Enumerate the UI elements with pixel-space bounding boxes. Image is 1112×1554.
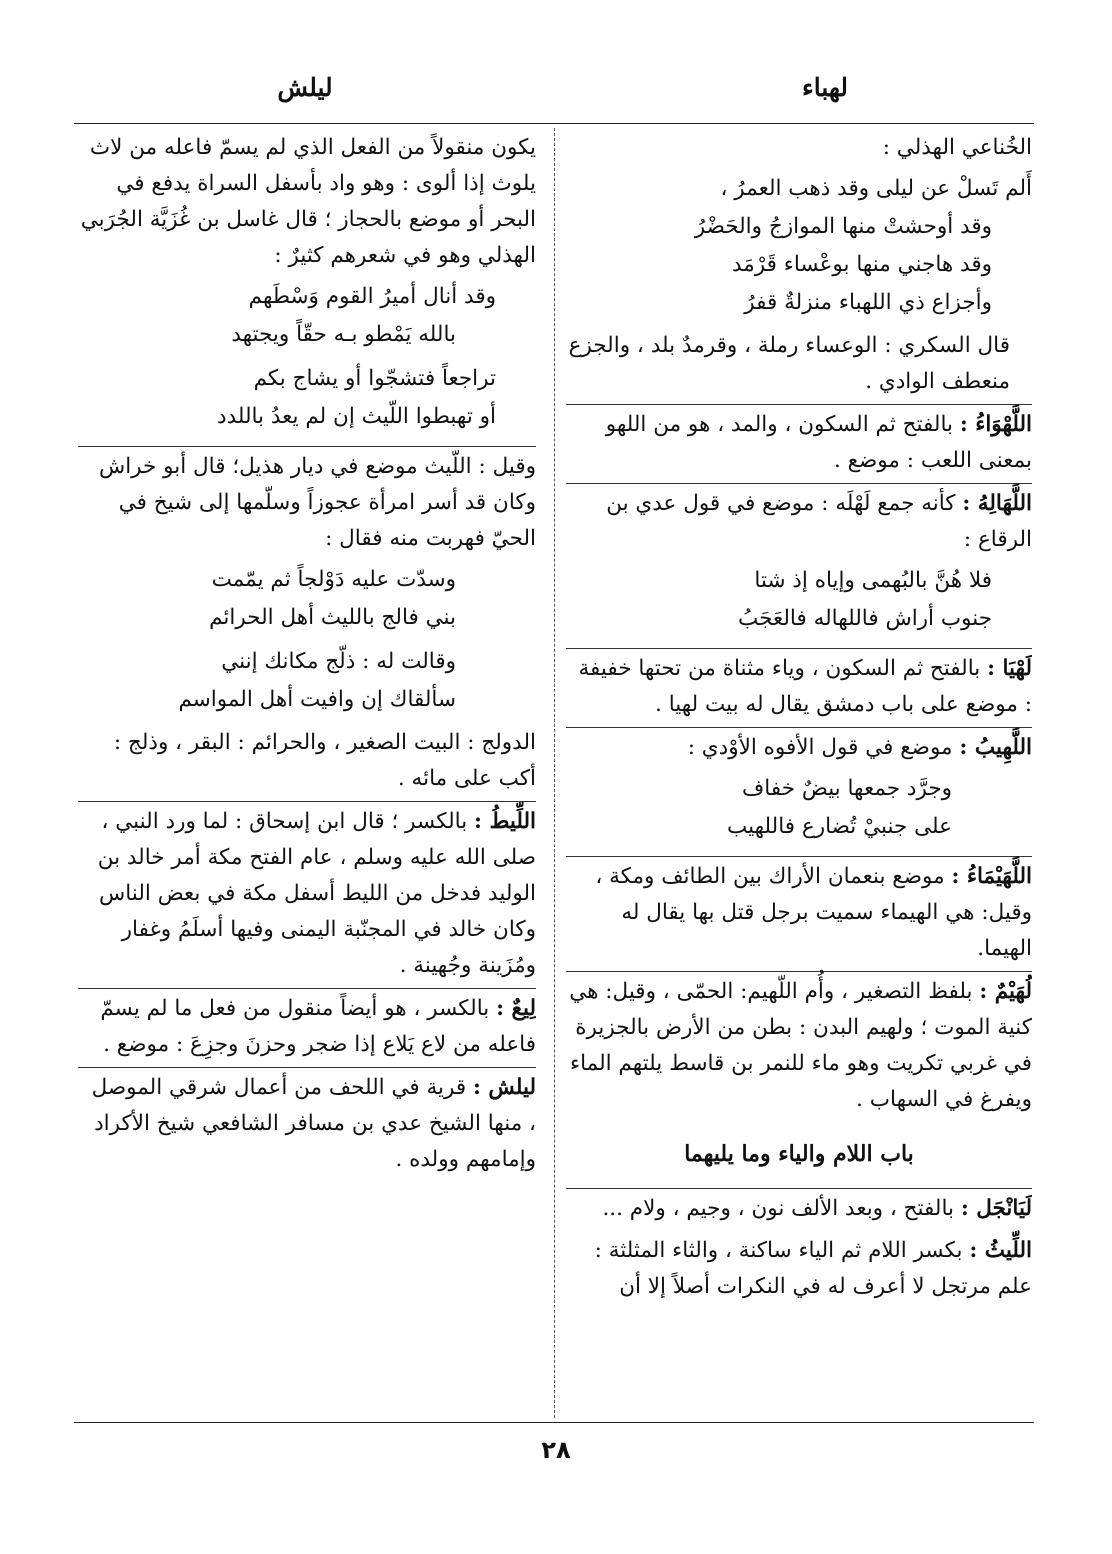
entry-term: اللَّهْوَاءُ : [959,412,1032,437]
page-number: ٢٨ [541,1436,571,1464]
entry-term: لُهَيْمٌ : [979,979,1032,1004]
verse-block [78,278,536,354]
entry-term: لَهْيَا : [987,656,1032,681]
verse-block [78,643,536,719]
entry-layanjal [566,1189,1032,1231]
entry-text: وقيل : اللّيث موضع في ديار هذيل؛ قال أبو خراش وكان قد أسر امرأة عجوزاً وسلّمها إلى شيخ في الحيّ فهربت منه فقال : [98,454,536,551]
bottom-rule [74,1422,1034,1423]
verse-line: تراجعاً فتشجّوا أو يشاج بكم [253,366,496,391]
entry-allahayma [566,857,1032,972]
entry-allayth-abu-khirash [78,446,536,802]
column-divider [554,128,555,1418]
entry-text: قرية في اللحف من أعمال شرقي الموصل ، منها الشيخ عدي بن مسافر الشافعي شيخ الأكراد وإمامهم وولده . [91,1075,536,1172]
entry-text: موضع بنعمان الأراك بين الطائف ومكة ، وقيل: هي الهيماء سميت برجل قتل بها يقال له الهيما. [595,864,1032,961]
verse-line: وأجزاع ذي اللهباء منزلةٌ قفرُ [744,290,992,315]
running-header-right: لهباء [801,73,849,102]
entry-text: بلفظ التصغير ، وأُم اللّهيم: الحمّى ، وقيل: هي كنية الموت ؛ ولهيم البدن : بطن من الأرض بالجزيرة في غربي تكريت وهو ماء للنمر بن قاسط يلتهم الماء ويفرغ في السهاب . [569,979,1032,1112]
section-title: باب اللام والياء وما يليهما [566,1122,1032,1189]
verse-line: أو تهبطوا اللّيث إن لم يعدُ باللدد [216,404,496,429]
verse-line: بالله يَمْطو بـه حقّاً ويجتهد [231,322,456,347]
entry-term: ليلش : [473,1075,536,1100]
verse-line: على جنبيْ تُضارع فاللهيب [727,814,952,839]
entry-continuation [566,128,1032,405]
entry-term: لِيعٌ : [496,996,536,1021]
entry-term: اللَّهَيْمَاءُ : [951,864,1032,889]
verse-block [566,562,1032,638]
entry-allahwa [566,405,1032,484]
verse-line: وقد أنال أميرُ القوم وَسْطَهم [248,284,496,309]
entry-text: يكون منقولاً من الفعل الذي لم يسمّ فاعله من لاث يلوث إذا ألوى : وهو واد بأسفل السراة يدفع في البحر أو موضع بالحجاز ؛ قال غاسل بن غُزَيَّة الجُرَبي الهذلي وهو في شعرهم كثيرٌ : [80,135,536,268]
right-column [566,128,1032,1418]
entry-text: موضع في قول الأفوه الأوْدي : [687,735,953,760]
left-column [78,128,536,1418]
verse-line: وقد أوحشتْ منها الموازجُ والحَضْرُ [694,214,992,239]
entry-note: قال السكري : الوعساء رملة ، وقرمدٌ بلد ، والجزع منعطف الوادي . [568,333,1010,394]
entry-lahya [566,649,1032,728]
entry-allahib [566,728,1032,857]
entry-text: بكسر اللام ثم الياء ساكنة ، والثاء المثلثة : علم مرتجل لا أعرف له في النكرات أصلاً إلا أن [594,1238,1032,1299]
entry-term: اللِّيثُ : [969,1238,1032,1263]
entry-allayth [566,1231,1032,1309]
top-rule [74,123,1034,124]
entry-text: بالفتح ثم السكون ، والمد ، هو من اللهو بمعنى اللعب : موضع . [605,412,1032,473]
verse-block [566,770,1032,846]
verse-line: وقالت له : ذلّج مكانك إنني [221,649,456,674]
entry-text: بالفتح ، وبعد الألف نون ، وجيم ، ولام ... [602,1196,954,1221]
verse-line: فلا هُنَّ بالبُهمى وإياه إذ شتا [754,568,992,593]
entry-intro: الخُناعي الهذلي : [882,135,1032,160]
entry-text: بالكسر ، هو أيضاً منقول من فعل ما لم يسمّ فاعله من لاع يَلاع إذا ضجر وحزنَ وجزِعَ : موضع . [100,996,536,1057]
entry-term: اللَّهِيبُ : [959,735,1032,760]
running-header-left: ليلش [277,73,333,102]
entry-lilash [78,1068,536,1182]
entry-allit [78,802,536,989]
entry-note: الدولج : البيت الصغير ، والحرائم : البقر ، وذلج : أكب على مائه . [113,730,536,791]
verse-line: وجرَّد جمعها بيضٌ خفاف [742,776,952,801]
entry-lia [78,989,536,1068]
verse-line: وقد هاجني منها بوعْساء قَرْمَد [731,252,992,277]
entry-term: اللَّهَالِهُ : [962,491,1032,516]
verse-line: سألقاك إن وافيت أهل المواسم [178,687,456,712]
entry-term: لَيَانْجَل : [960,1196,1032,1221]
verse-block [566,170,1032,322]
entry-luhaym [566,972,1032,1122]
verse-line: أَلم تَسلْ عن ليلى وقد ذهب العمرُ ، [720,176,1032,201]
entry-allayth-continued [78,128,536,446]
entry-text: بالكسر ؛ قال ابن إسحاق : لما ورد النبي ، صلى الله عليه وسلم ، عام الفتح مكة أمر خالد بن الوليد فدخل من الليط أسفل مكة في بعض الناس وكان خالد في المجنّبة اليمنى وفيها أسلَمُ وغفار ومُزَينة وجُهينة . [97,809,536,978]
verse-line: جنوب أراش فاللهاله فالعَجَبُ [738,606,992,631]
entry-text: كأنه جمع لَهْلَه : موضع في قول عدي بن الرقاع : [606,491,1032,552]
entry-allahalih [566,484,1032,649]
verse-block [78,561,536,637]
entry-term: اللِّيطُ : [474,809,536,834]
verse-block [78,360,536,436]
verse-line: بني فالج بالليث أهل الحرائم [209,605,456,630]
entry-text: بالفتح ثم السكون ، وياء مثناة من تحتها خفيفة : موضع على باب دمشق يقال له بيت لهيا . [578,656,1032,717]
verse-line: وسدّت عليه دَوْلجاً ثم يمّمت [211,567,456,592]
